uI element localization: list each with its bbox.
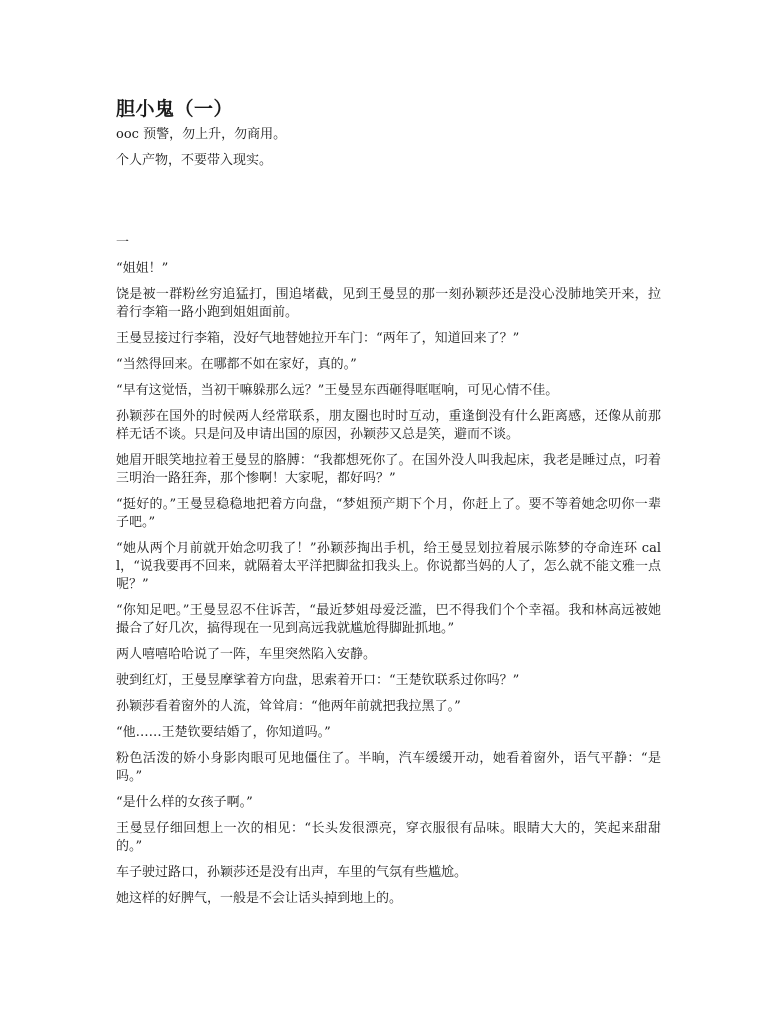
- section-gap: [116, 178, 661, 234]
- paragraph: “姐姐！”: [116, 261, 169, 276]
- paragraph: 车子驶过路口，孙颖莎还是没有出声，车里的气氛有些尴尬。: [116, 865, 468, 880]
- paragraph: 饶是被一群粉丝穷追猛打，围追堵截，见到王曼昱的那一刻孙颖莎还是没心没肺地笑开来，拉着行李箱一路小跑到姐姐面前。: [116, 287, 661, 320]
- paragraph: 个人产物，不要带入现实。: [116, 153, 273, 168]
- paragraph: “挺好的。”王曼昱稳稳地把着方向盘，“梦姐预产期下个月，你赶上了。要不等着她念叨你一辈子吧。”: [116, 497, 661, 530]
- paragraph: 两人嘻嘻哈哈说了一阵，车里突然陷入安静。: [116, 647, 377, 662]
- paragraph: “她从两个月前就开始念叨我了！”孙颖莎掏出手机，给王曼昱划拉着展示陈梦的夺命连环 call，“说我要再不回来，就隔着太平洋把脚盆扣我头上。你说都当妈的人了，怎么就不能文雅一点呢？”: [116, 541, 661, 592]
- document-body: [116, 126, 661, 916]
- paragraph: 王曼昱接过行李箱，没好气地替她拉开车门：“两年了，知道回来了？”: [116, 331, 520, 346]
- paragraph: 她眉开眼笑地拉着王曼昱的胳膊：“我都想死你了。在国外没人叫我起床，我老是睡过点，叼着三明治一路狂奔，那个惨啊！大家呢，都好吗？”: [116, 453, 661, 486]
- paragraph: 孙颖莎看着窗外的人流，耸耸肩：“他两年前就把我拉黑了。”: [116, 699, 461, 714]
- paragraph: “是什么样的女孩子啊。”: [116, 795, 253, 810]
- paragraph: 驶到红灯，王曼昱摩挲着方向盘，思索着开口：“王楚钦联系过你吗？”: [116, 673, 520, 688]
- paragraph: 粉色活泼的娇小身影肉眼可见地僵住了。半晌，汽车缓缓开动，她看着窗外，语气平静：“是吗。”: [116, 751, 661, 784]
- paragraph: 她这样的好脾气，一般是不会让话头掉到地上的。: [116, 891, 403, 906]
- section-marker: 一: [116, 235, 130, 250]
- paragraph: 孙颖莎在国外的时候两人经常联系，朋友圈也时时互动，重逢倒没有什么距离感，还像从前那样无话不谈。只是问及申请出国的原因，孙颖莎又总是笑，避而不谈。: [116, 409, 661, 442]
- paragraph: “早有这觉悟，当初干嘛躲那么远？”王曼昱东西砸得哐哐响，可见心情不佳。: [116, 383, 559, 398]
- paragraph: “当然得回来。在哪都不如在家好，真的。”: [116, 357, 357, 372]
- paragraph: “他……王楚钦要结婚了，你知道吗。”: [116, 725, 331, 740]
- document-title: 胆小鬼（一）: [116, 98, 234, 120]
- paragraph: 王曼昱仔细回想上一次的相见：“长头发很漂亮，穿衣服很有品味。眼睛大大的，笑起来甜甜的。”: [116, 821, 661, 854]
- paragraph: “你知足吧。”王曼昱忍不住诉苦，“最近梦姐母爱泛滥，巴不得我们个个幸福。我和林高远被她撮合了好几次，搞得现在一见到高远我就尴尬得脚趾抓地。”: [116, 603, 661, 636]
- paragraph: ooc 预警，勿上升，勿商用。: [116, 127, 287, 142]
